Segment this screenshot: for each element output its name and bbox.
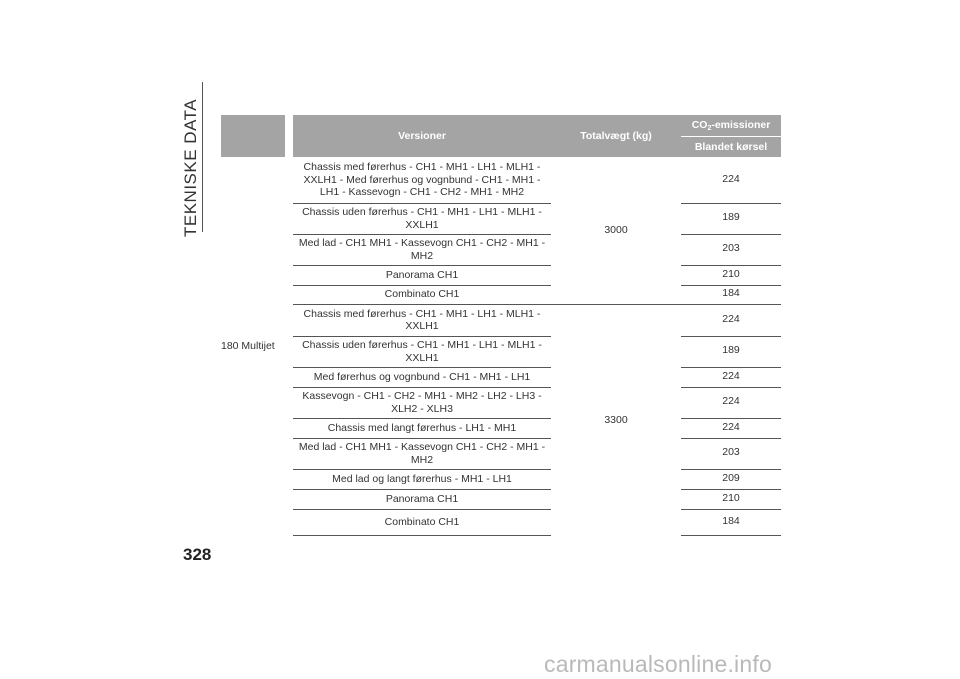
engine-label: 180 Multijet bbox=[221, 339, 275, 352]
table-row bbox=[221, 234, 781, 265]
co2-cell: 224 bbox=[681, 387, 781, 418]
table-row bbox=[221, 285, 781, 304]
section-title: TEKNISKE DATA bbox=[181, 98, 200, 237]
version-cell: Chassis uden førerhus - CH1 - MH1 - LH1 - MLH1 - XXLH1 bbox=[293, 203, 551, 234]
co2-cell: 189 bbox=[681, 203, 781, 234]
table-row bbox=[221, 469, 781, 489]
table-row bbox=[221, 418, 781, 438]
co2-cell: 189 bbox=[681, 336, 781, 367]
co2-cell: 203 bbox=[681, 234, 781, 265]
co2-header-prefix: CO bbox=[691, 119, 708, 131]
co2-header-suffix: -emissioner bbox=[711, 119, 771, 131]
co2-cell: 209 bbox=[681, 469, 781, 489]
version-cell: Chassis med førerhus - CH1 - MH1 - LH1 - MLH1 - XXLH1 bbox=[293, 304, 551, 336]
version-cell: Panorama CH1 bbox=[293, 265, 551, 285]
weight-cell: 3300 bbox=[604, 413, 628, 426]
co2-emissions-table bbox=[221, 115, 781, 536]
table-row bbox=[221, 489, 781, 509]
version-cell: Chassis uden førerhus - CH1 - MH1 - LH1 - MLH1 - XXLH1 bbox=[293, 336, 551, 367]
co2-header-subscript: 2 bbox=[707, 125, 712, 132]
table-row bbox=[221, 336, 781, 367]
co2-cell: 203 bbox=[681, 438, 781, 469]
co2-header bbox=[681, 115, 781, 137]
header-gap bbox=[285, 115, 293, 157]
version-cell: Chassis med langt førerhus - LH1 - MH1 bbox=[293, 418, 551, 438]
co2-cell: 224 bbox=[681, 304, 781, 336]
co2-cell: 210 bbox=[681, 489, 781, 509]
co2-cell: 224 bbox=[681, 367, 781, 387]
version-cell: Med lad - CH1 MH1 - Kassevogn CH1 - CH2 - MH1 - MH2 bbox=[293, 234, 551, 265]
version-cell: Panorama CH1 bbox=[293, 489, 551, 509]
version-cell: Med lad - CH1 MH1 - Kassevogn CH1 - CH2 - MH1 - MH2 bbox=[293, 438, 551, 469]
table-row bbox=[221, 438, 781, 469]
table-row bbox=[221, 304, 781, 336]
version-cell: Med lad og langt førerhus - MH1 - LH1 bbox=[293, 469, 551, 489]
table-row bbox=[221, 203, 781, 234]
engine-header-cell bbox=[221, 115, 285, 157]
versions-header: Versioner bbox=[293, 115, 551, 157]
watermark-text: carmanualsonline.info bbox=[544, 651, 772, 677]
co2-mixed-driving-header: Blandet kørsel bbox=[681, 137, 781, 158]
page-number: 328 bbox=[183, 545, 212, 564]
table-header-row bbox=[221, 115, 781, 137]
version-cell: Chassis med førerhus - CH1 - MH1 - LH1 - MLH1 - XXLH1 - Med førerhus og vognbund - CH1 - MH1 - LH1 - Kassevogn - CH1 - CH2 - MH1 - MH2 bbox=[293, 157, 551, 203]
weight-cell: 3000 bbox=[551, 157, 681, 304]
version-cell: Kassevogn - CH1 - CH2 - MH1 - MH2 - LH2 - LH3 - XLH2 - XLH3 bbox=[293, 387, 551, 418]
table-row bbox=[221, 387, 781, 418]
co2-cell: 184 bbox=[681, 285, 781, 304]
co2-cell: 184 bbox=[681, 509, 781, 535]
co2-cell: 224 bbox=[681, 418, 781, 438]
weight-header: Totalvægt (kg) bbox=[551, 115, 681, 157]
version-cell: Med førerhus og vognbund - CH1 - MH1 - LH1 bbox=[293, 367, 551, 387]
row-gap bbox=[285, 157, 293, 535]
section-title-rule bbox=[202, 82, 203, 232]
version-cell: Combinato CH1 bbox=[293, 509, 551, 535]
table-row bbox=[221, 367, 781, 387]
co2-cell: 224 bbox=[681, 157, 781, 203]
version-cell: Combinato CH1 bbox=[293, 285, 551, 304]
table-row bbox=[221, 265, 781, 285]
table-row bbox=[221, 509, 781, 535]
table-row bbox=[221, 157, 781, 203]
co2-cell: 210 bbox=[681, 265, 781, 285]
